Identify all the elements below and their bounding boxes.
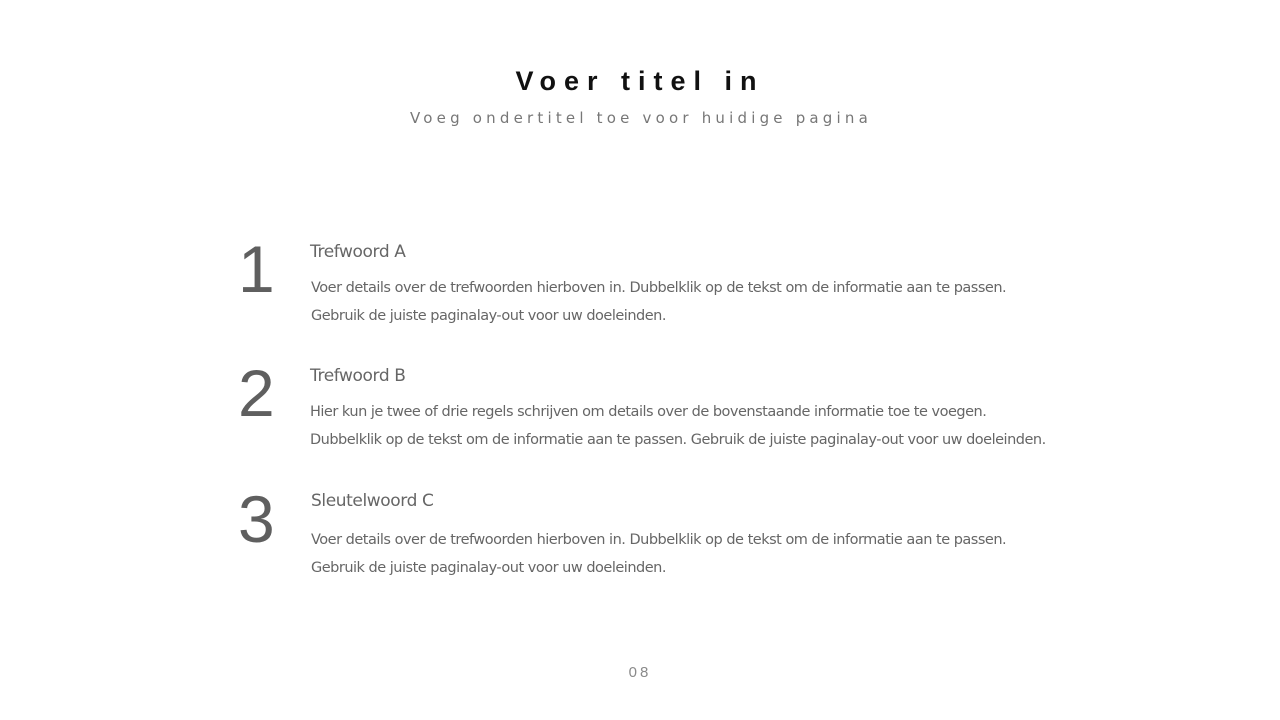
item-heading: Sleutelwoord C bbox=[311, 491, 434, 511]
item-description-line-1: Voer details over de trefwoorden hierboven in. Dubbelklik op de tekst om de informatie aan te passen. bbox=[311, 532, 1007, 548]
item-description-line-2: Dubbelklik op de tekst om de informatie aan te passen. Gebruik de juiste paginalay-out voor uw doeleinden. bbox=[310, 432, 1046, 448]
item-number: 3 bbox=[238, 482, 275, 556]
item-number: 1 bbox=[238, 232, 275, 306]
page-number: 08 bbox=[628, 664, 652, 681]
slide-subtitle: Voeg ondertitel toe voor huidige pagina bbox=[410, 109, 872, 127]
item-heading: Trefwoord A bbox=[310, 242, 406, 262]
item-description-line-1: Voer details over de trefwoorden hierboven in. Dubbelklik op de tekst om de informatie aan te passen. bbox=[311, 280, 1007, 296]
item-description-line-2: Gebruik de juiste paginalay-out voor uw doeleinden. bbox=[311, 560, 666, 576]
item-heading: Trefwoord B bbox=[310, 366, 406, 386]
item-number: 2 bbox=[238, 356, 275, 430]
slide-title: Voer titel in bbox=[515, 66, 765, 96]
item-description-line-1: Hier kun je twee of drie regels schrijven om details over de bovenstaande informatie toe te voegen. bbox=[310, 404, 987, 420]
item-description-line-2: Gebruik de juiste paginalay-out voor uw doeleinden. bbox=[311, 308, 666, 324]
